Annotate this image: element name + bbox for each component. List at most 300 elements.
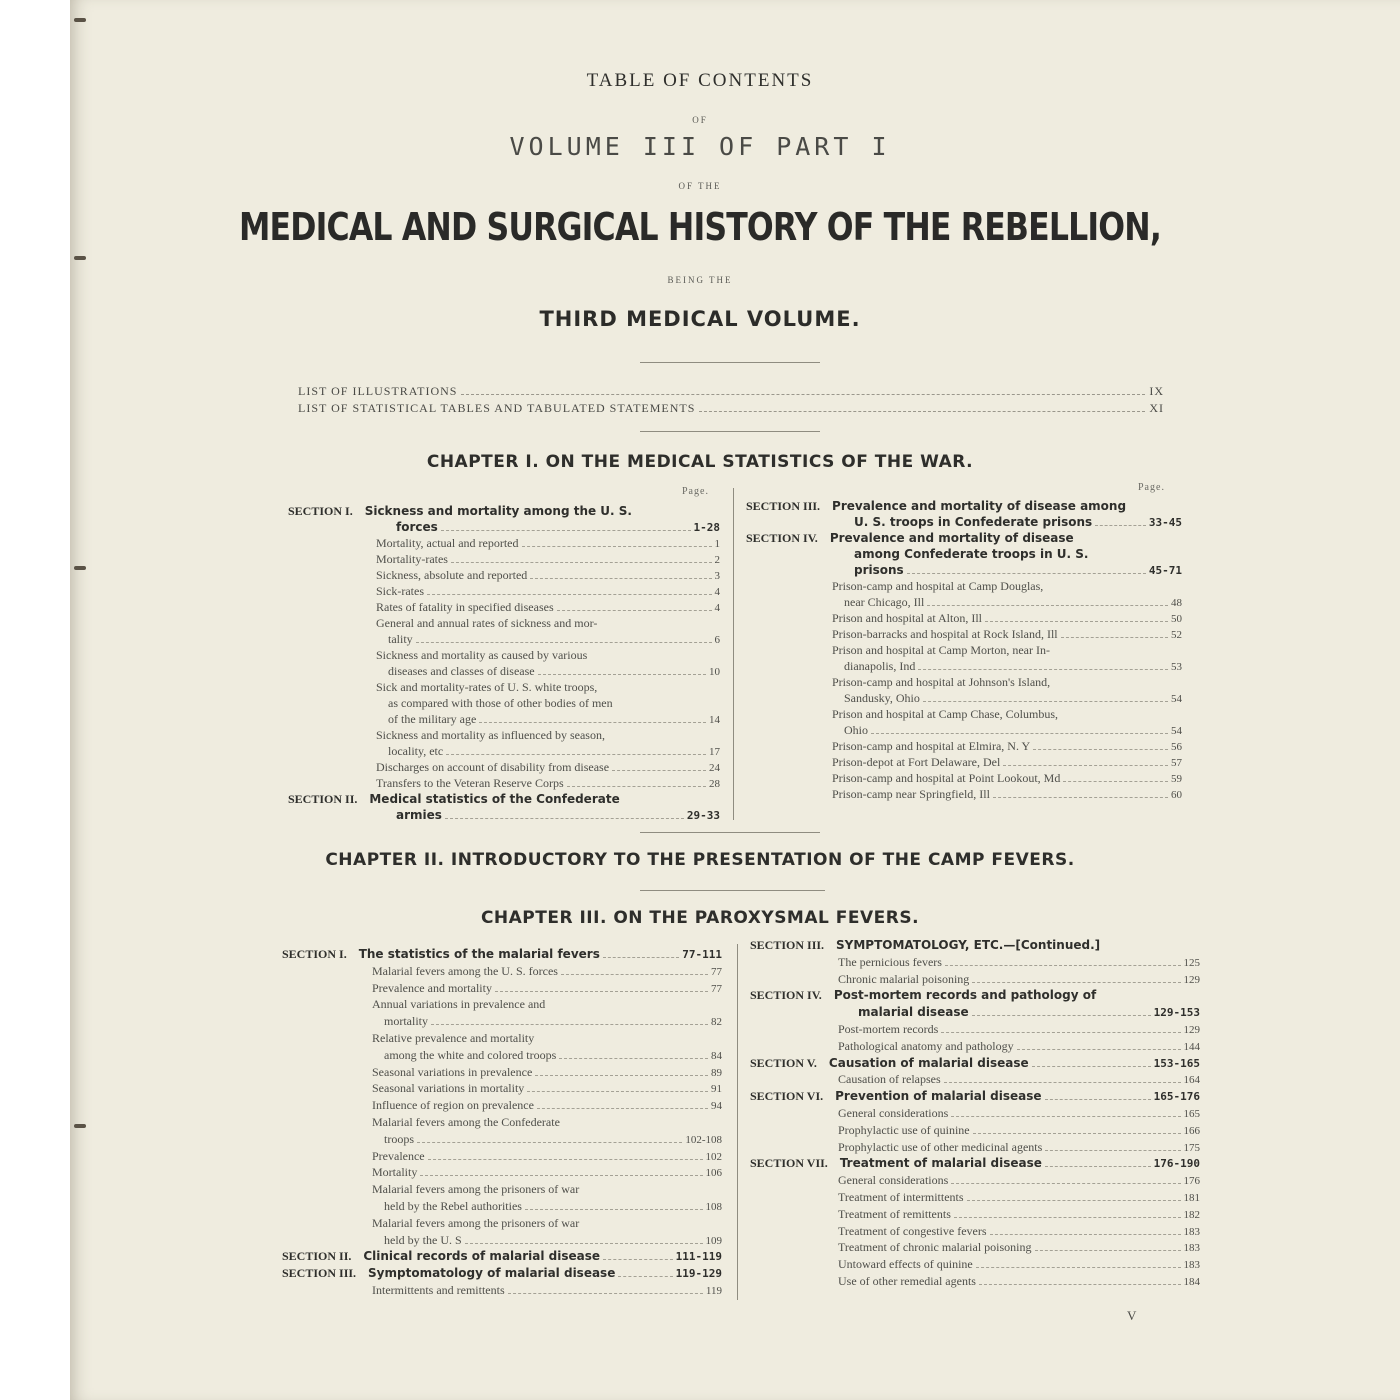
page-number: 45-71 [1148,564,1182,577]
leader-dots [603,957,679,958]
section-number: SECTION III. [750,938,825,952]
leader-dots [944,1082,1181,1083]
page-number: 17 [709,746,720,758]
entry-continuation [746,594,1182,610]
leader-dots [951,1116,1180,1117]
subsection-entry [746,706,1182,722]
page-number: 50 [1171,613,1182,625]
chapter-2-heading: CHAPTER II. INTRODUCTORY TO THE PRESENTATION OF THE CAMP FEVERS. [325,850,1075,870]
subsection-entry [746,642,1182,658]
entry-label-continued: as compared with those of other bodies of men [388,696,613,710]
page-number: 176-190 [1153,1157,1200,1171]
page-number: 91 [711,1083,722,1096]
page-number: 119-129 [675,1267,722,1281]
entry-label-continued: malarial disease [858,1005,969,1020]
page-number: 144 [1183,1040,1200,1053]
subsection-entry [282,1080,722,1097]
entry-continuation [288,695,720,711]
page-number: 60 [1171,789,1182,801]
page-number: 175 [1183,1141,1200,1154]
subsection-entry [750,954,1200,971]
page-number: 6 [714,634,720,646]
section-number: SECTION IV. [750,988,822,1003]
entry-label: Transfers to the Veteran Reserve Corps [376,776,564,790]
leader-dots [441,530,691,531]
leader-dots [535,1075,708,1076]
entry-continuation [282,1013,722,1030]
entry-label-continued: mortality [384,1014,428,1029]
entry-label: General and annual rates of sickness and mor- [376,616,598,630]
section-number: SECTION II. [282,1249,352,1264]
leader-dots [993,797,1168,798]
entry-label: Sickness, absolute and reported [376,568,528,582]
main-title: MEDICAL AND SURGICAL HISTORY OF THE REBELLION, [238,205,1162,249]
subsection-entry [750,971,1200,988]
entry-label-continued: held by the Rebel authorities [384,1198,522,1213]
toc-title: TABLE OF CONTENTS [586,70,814,91]
subsection-entry [750,1021,1200,1038]
leader-dots [416,642,712,643]
leader-dots [525,1209,703,1210]
entry-label-continued: prisons [854,563,904,577]
page-number: 29-33 [686,809,720,822]
page-number: 33-45 [1148,516,1182,529]
subsection-entry [288,727,720,743]
entry-label: Relative prevalence and mortality [372,1030,535,1045]
leader-dots [923,701,1168,702]
page-number: 48 [1171,597,1182,609]
section-entry [750,987,1200,1004]
page-number: 1 [714,538,720,550]
subsection-entry [282,1030,722,1047]
subsection-entry [282,1181,722,1198]
chapter-3-heading: CHAPTER III. ON THE PAROXYSMAL FEVERS. [480,908,920,928]
entry-label: Untoward effects of quinine [838,1257,973,1272]
of-the-label: OF THE [678,181,722,191]
entry-label: Medical statistics of the Confederate [369,792,620,806]
entry-label: Influence of region on prevalence [372,1098,534,1113]
entry-label: Sickness and mortality among the U. S. [364,504,632,518]
entry-continuation [746,514,1182,530]
entry-label: Prevalence and mortality of disease among [832,499,1127,513]
front-matter-line: LIST OF STATISTICAL TABLES AND TABULATED STATEMENTS XI [298,401,1164,415]
leader-dots [428,1159,703,1160]
entry-continuation [288,743,720,759]
entry-label: Prison-camp and hospital at Camp Douglas, [832,579,1044,593]
entry-label: Mortality [372,1165,418,1180]
entry-label: Chronic malarial poisoning [838,971,970,986]
leader-dots [603,1259,673,1260]
chapter-3-left-column [282,946,722,1299]
entry-continuation [750,1004,1200,1021]
page-column-header: Page. [682,486,709,497]
subsection-entry [288,599,720,615]
entry-label: Mortality-rates [376,552,448,566]
leader-dots [431,1024,708,1025]
leader-dots [951,1183,1180,1184]
volume-heading: VOLUME III OF PART I [509,132,891,161]
leader-dots [537,1108,708,1109]
subsection-entry [288,679,720,695]
entry-label-continued: held by the U. S [384,1232,462,1247]
section-number: SECTION VI. [750,1089,824,1104]
page-number: 94 [711,1100,722,1113]
section-number: SECTION I. [282,947,347,961]
leader-dots [1033,749,1168,750]
entry-label: Annual variations in prevalence and [372,997,546,1012]
entry-label: Prevalence and mortality of disease [829,531,1074,545]
subsection-entry [282,1282,722,1299]
section-number: SECTION III. [282,1266,357,1281]
entry-label: Seasonal variations in mortality [372,1081,525,1096]
subsection-entry [282,1164,722,1181]
entry-continuation [288,519,720,535]
page-folio: V [1127,1308,1137,1323]
page-number: 111-119 [675,1250,722,1264]
chapter-1-right-column [746,498,1182,802]
binding-stitch [74,256,86,260]
entry-label: Malarial fevers among the Confederate [372,1114,560,1129]
subsection-entry [288,759,720,775]
page-number: 182 [1183,1208,1200,1221]
subsection-entry [288,551,720,567]
subsection-entry [746,674,1182,690]
entry-label: Post-mortem records and pathology of [833,988,1097,1003]
leader-dots [1063,781,1168,782]
section-number: SECTION IV. [746,531,818,545]
subsection-entry [282,1148,722,1165]
page-number: 164 [1183,1074,1200,1087]
page-number: 10 [709,666,720,678]
entry-continuation [288,807,720,823]
page-number: 183 [1183,1242,1200,1255]
subsection-entry [746,786,1182,802]
entry-label: The pernicious fevers [838,954,942,969]
divider [640,832,820,833]
entry-continuation [746,690,1182,706]
entry-continuation [746,562,1182,578]
page-number: 129 [1183,973,1200,986]
being-the-label: BEING THE [667,275,733,285]
subsection-entry [746,610,1182,626]
chapter-1-heading: CHAPTER I. ON THE MEDICAL STATISTICS OF THE WAR. [426,452,974,472]
subsection-entry [746,626,1182,642]
subsection-entry [746,738,1182,754]
entry-label-continued: near Chicago, Ill [844,595,925,609]
leader-dots [522,546,712,547]
entry-label: Prison-camp and hospital at Johnson's Island, [832,675,1051,689]
page-number: 129-153 [1153,1006,1200,1020]
leader-dots [1061,637,1168,638]
entry-label: Sick-rates [376,584,424,598]
leader-dots [465,1243,703,1244]
leader-dots [567,786,706,787]
entry-continuation [746,722,1182,738]
subsection-entry [750,1139,1200,1156]
entry-label: Prison-barracks and hospital at Rock Island, Ill [832,627,1058,641]
entry-label: Prison-camp near Springfield, Ill [832,787,990,801]
entry-label: Mortality, actual and reported [376,536,519,550]
entry-label: General considerations [838,1105,949,1120]
leader-dots [479,722,706,723]
subsection-entry [746,578,1182,594]
section-entry [750,1088,1200,1105]
entry-label-continued: Sandusky, Ohio [844,691,920,705]
page-number: 77-111 [682,948,722,961]
leader-dots [445,818,684,819]
leader-dots [979,1284,1181,1285]
page-number: 57 [1171,757,1182,769]
subsection-entry [282,996,722,1013]
page-number: 77 [711,965,722,978]
entry-label: Seasonal variations in prevalence [372,1064,533,1079]
leader-dots [1017,1049,1181,1050]
page-number: 54 [1171,725,1182,737]
leader-dots [1045,1099,1151,1100]
entry-label: Prevalence [372,1148,425,1163]
leader-dots [451,562,712,563]
entry-label: Treatment of congestive fevers [838,1223,987,1238]
entry-continuation [282,1047,722,1064]
entry-label-continued: armies [396,808,442,822]
leader-dots [972,1015,1151,1016]
page-number: 1-28 [693,521,720,534]
subsection-entry [750,1273,1200,1290]
entry-continuation [746,546,1182,562]
page-number: 165 [1183,1107,1200,1120]
subsection-entry [750,1172,1200,1189]
page-number: 176 [1183,1175,1200,1188]
entry-label: Treatment of malarial disease [839,1156,1042,1171]
subsection-entry [282,1097,722,1114]
entry-label-continued: locality, etc [388,744,444,758]
entry-continuation [282,1131,722,1148]
page-number: 56 [1171,741,1182,753]
leader-dots [927,605,1168,606]
leader-dots [427,594,712,595]
page-number: 59 [1171,773,1182,785]
entry-label: Prison-camp and hospital at Elmira, N. Y [832,739,1031,753]
subsection-entry [282,963,722,980]
entry-continuation [288,711,720,727]
subsection-entry [288,567,720,583]
entry-label-continued: of the military age [388,712,477,726]
subsection-entry [750,1239,1200,1256]
page-number: 52 [1171,629,1182,641]
subsection-entry [750,1206,1200,1223]
entry-label: Clinical records of malarial disease [363,1249,601,1264]
entry-label: Post-mortem records [838,1021,939,1036]
page-number: 54 [1171,693,1182,705]
leader-dots [495,991,708,992]
leader-dots [417,1142,682,1143]
page-number: 4 [714,586,720,598]
leader-dots [1032,1066,1151,1067]
entry-label: Treatment of intermittents [838,1189,964,1204]
column-divider [733,488,734,820]
leader-dots [618,1276,672,1277]
entry-label: Prevention of malarial disease [835,1089,1042,1104]
section-entry [288,503,720,519]
leader-dots [538,674,706,675]
section-number: SECTION I. [288,504,353,518]
entry-label: Prevalence and mortality [372,980,492,995]
leader-dots [1003,765,1168,766]
leader-dots [1035,1250,1181,1251]
page-number: 109 [705,1234,722,1247]
leader-dots [990,1234,1181,1235]
page-number: 165-176 [1153,1090,1200,1104]
leader-dots [559,1058,708,1059]
subsection-entry [750,1189,1200,1206]
subsection-entry [750,1223,1200,1240]
page-number: 184 [1183,1275,1200,1288]
page-number: 181 [1183,1191,1200,1204]
page-number: 82 [711,1016,722,1029]
entry-label: Use of other remedial agents [838,1273,976,1288]
subsection-entry [746,770,1182,786]
entry-label-continued: U. S. troops in Confederate prisons [854,515,1093,529]
chapter-1-left-column [288,503,720,823]
subtitle: THIRD MEDICAL VOLUME. [539,307,861,331]
page-number: 84 [711,1049,722,1062]
entry-label: Prison-camp and hospital at Point Lookout, Md [832,771,1061,785]
entry-label: Pathological anatomy and pathology [838,1038,1014,1053]
section-entry [750,1155,1200,1172]
binding-stitch [74,18,86,22]
leader-dots [446,754,706,755]
leader-dots [1045,1166,1151,1167]
leader-dots [972,982,1180,983]
page-number: 89 [711,1066,722,1079]
entry-label: Malarial fevers among the U. S. forces [372,963,558,978]
leader-dots [527,1091,708,1092]
page-number: 77 [711,982,722,995]
entry-label: General considerations [838,1173,949,1188]
subsection-entry [750,1071,1200,1088]
entry-label: Intermittents and remittents [372,1282,505,1297]
page-number: 4 [714,602,720,614]
subsection-entry [282,1064,722,1081]
entry-label: Prison and hospital at Camp Chase, Columbus, [832,707,1058,721]
entry-continuation [288,663,720,679]
section-entry [282,1265,722,1282]
leader-dots [967,1200,1181,1201]
leader-dots [941,1032,1180,1033]
section-number: SECTION III. [746,499,821,513]
entry-label-continued: diseases and classes of disease [388,664,535,678]
entry-continuation [746,658,1182,674]
page-number: 125 [1183,956,1200,969]
page-number: 119 [705,1284,722,1297]
entry-label: Sickness and mortality as caused by various [376,648,588,662]
section-entry [750,1055,1200,1072]
page-number: 14 [709,714,720,726]
subsection-entry [282,1215,722,1232]
section-entry [746,530,1182,546]
subsection-entry [288,615,720,631]
entry-label-continued: troops [384,1131,414,1146]
page-number: 102 [705,1150,722,1163]
leader-dots [871,733,1168,734]
column-divider [737,944,738,1300]
page-number: 28 [709,778,720,790]
section-entry [282,1248,722,1265]
entry-label-continued: dianapolis, Ind [844,659,916,673]
subsection-entry [282,1114,722,1131]
subsection-entry [288,775,720,791]
entry-label: Rates of fatality in specified diseases [376,600,554,614]
entry-label: Prophylactic use of quinine [838,1122,970,1137]
of-label: OF [692,115,708,125]
leader-dots [508,1293,703,1294]
leader-dots [612,770,706,771]
entry-label: Prophylactic use of other medicinal agents [838,1139,1043,1154]
section-number: SECTION II. [288,792,358,806]
section-entry [288,791,720,807]
divider [640,890,825,891]
entry-label-continued: tality [388,632,413,646]
page-number: 166 [1183,1124,1200,1137]
binding-stitch [74,566,86,570]
page-number: 183 [1183,1259,1200,1272]
page-number: 2 [714,554,720,566]
leader-dots [557,610,712,611]
entry-label: Malarial fevers among the prisoners of war [372,1182,580,1197]
subsection-entry [746,754,1182,770]
entry-label-continued: among Confederate troops in U. S. [854,547,1089,561]
entry-label: Prison-depot at Fort Delaware, Del [832,755,1001,769]
section-entry [750,937,1200,954]
entry-label: Symptomatology of malarial disease [368,1266,616,1281]
leader-dots [973,1133,1181,1134]
page-number: 153-165 [1153,1056,1200,1070]
page-number: 53 [1171,661,1182,673]
subsection-entry [282,980,722,997]
leader-dots [954,1217,1181,1218]
leader-dots [1095,525,1146,526]
subsection-entry [750,1105,1200,1122]
divider [640,362,820,363]
entry-label: Treatment of remittents [838,1206,951,1221]
divider [640,431,820,432]
entry-label: Sickness and mortality as influenced by season, [376,728,605,742]
front-matter-line: LIST OF ILLUSTRATIONS IX [298,384,1164,398]
leader-dots [530,578,711,579]
page-number: 183 [1183,1225,1200,1238]
section-number: SECTION V. [750,1055,817,1070]
entry-label: Causation of relapses [838,1072,941,1087]
entry-continuation [282,1198,722,1215]
page-number: 102-108 [685,1133,722,1146]
entry-label: Malarial fevers among the prisoners of war [372,1215,580,1230]
section-number: SECTION VII. [750,1156,828,1171]
entry-label: Prison and hospital at Alton, Ill [832,611,982,625]
page-number: 108 [705,1200,722,1213]
entry-continuation [282,1232,722,1249]
subsection-entry [288,583,720,599]
entry-label: Sick and mortality-rates of U. S. white troops, [376,680,598,694]
subsection-entry [750,1038,1200,1055]
leader-dots [1045,1150,1180,1151]
leader-dots [420,1175,702,1176]
chapter-3-right-column [750,937,1200,1290]
subsection-entry [750,1122,1200,1139]
page-column-header: Page. [1138,482,1165,493]
entry-label: Prison and hospital at Camp Morton, near In- [832,643,1050,657]
entry-label-continued: Ohio [844,723,868,737]
page-number: 129 [1183,1023,1200,1036]
